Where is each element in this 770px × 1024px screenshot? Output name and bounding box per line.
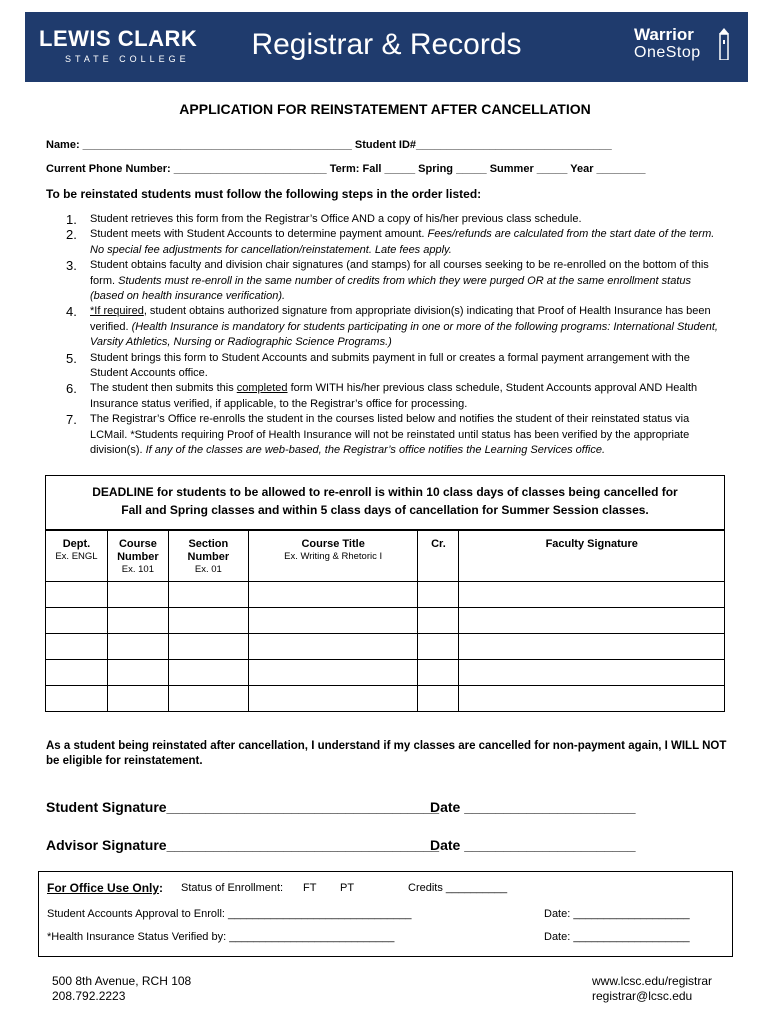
col-dept: Dept. Ex. ENGL — [46, 531, 108, 582]
phone-term-line[interactable]: Current Phone Number: _________________________ Term: Fall _____ Spring _____ Summer _____ Year ________ — [46, 163, 646, 175]
courses-table — [45, 530, 725, 712]
step-item: 6. The student then submits this completed form WITH his/her previous class schedule, Student Accounts approval AND Health Insurance status verified, if applicable, to the Registrar’s office for processing. — [66, 381, 698, 410]
table-row[interactable] — [46, 608, 725, 634]
col-faculty-signature: Faculty Signature — [459, 531, 725, 582]
enrollment-status-label: Status of Enrollment: — [181, 882, 284, 894]
table-row[interactable] — [46, 686, 725, 712]
acknowledgement-text: As a student being reinstated after cancellation, I understand if my classes are cancelled for non-payment again, I WILL NOT be eligible for reinstatement. — [46, 740, 727, 767]
step-item: 2. Student meets with Student Accounts to determine payment amount. Fees/refunds are calculated from the start date of the term. No special fee adjustments for cancellation/reinstatement. Late fees apply. — [66, 227, 715, 256]
table-header-row — [46, 531, 725, 582]
header-banner — [25, 12, 748, 82]
deadline-line2: Fall and Spring classes and within 5 class days of cancellation for Summer Session classes. — [121, 503, 649, 517]
steps-list — [46, 212, 726, 459]
footer-address — [52, 974, 191, 1004]
logo-right-line2: OneStop — [634, 44, 701, 61]
health-insurance-field[interactable]: *Health Insurance Status Verified by: ___________________________ — [47, 931, 395, 943]
credits-field[interactable]: Credits __________ — [408, 882, 508, 894]
footer-website[interactable]: www.lcsc.edu/registrar — [592, 974, 713, 988]
step-item: 4. *If required, student obtains authorized signature from appropriate division(s) indicating that Proof of Health Insurance has been verified. (Health Insurance is mandatory for students participating in one or more of the following programs: International Student, Varsity Athletics, Nursing or Radiographic Science Programs.) — [66, 304, 718, 349]
col-section-number: Section Number Ex. 01 — [168, 531, 248, 582]
table-row[interactable] — [46, 582, 725, 608]
table-row[interactable] — [46, 660, 725, 686]
advisor-date-field[interactable]: Date ______________________ — [430, 837, 636, 853]
table-row[interactable] — [46, 634, 725, 660]
col-credits: Cr. — [418, 531, 459, 582]
student-signature-field[interactable]: Student Signature___________________________________ — [46, 799, 440, 815]
warrior-onestop-logo — [634, 26, 734, 61]
col-course-number: Course Number Ex. 101 — [107, 531, 168, 582]
status-ft[interactable]: FT — [303, 882, 317, 894]
footer-email[interactable]: registrar@lcsc.edu — [592, 989, 693, 1003]
student-date-field[interactable]: Date ______________________ — [430, 799, 636, 815]
step-item: 5. Student brings this form to Student Accounts and submits payment in full or creates a formal payment arrangement with the Student Accounts office. — [66, 350, 690, 380]
office-use-box — [38, 871, 733, 957]
document-title: APPLICATION FOR REINSTATEMENT AFTER CANCELLATION — [179, 101, 591, 117]
name-student-id-line[interactable]: Name: ____________________________________________ Student ID#________________________________ — [46, 139, 612, 151]
step-item: 7. The Registrar’s Office re-enrolls the student in the courses listed below and notifies the student of their reinstated status via LCMail. *Students requiring Proof of Health Insurance will not be reinstated until status has been verified by the appropriate division(s). If any of the classes are web-based, the Registrar’s office notifies the Learning Services office. — [66, 412, 690, 457]
logo-right-line1: Warrior — [634, 25, 694, 44]
advisor-signature-field[interactable]: Advisor Signature___________________________________ — [46, 837, 440, 853]
logo-sub-text: STATE COLLEGE — [65, 54, 190, 64]
banner-title: Registrar & Records — [251, 28, 522, 61]
footer-phone: 208.792.2223 — [52, 989, 126, 1003]
tower-icon — [714, 28, 734, 60]
col-course-title: Course Title Ex. Writing & Rhetoric I — [248, 531, 418, 582]
deadline-line1: DEADLINE for students to be allowed to re-enroll is within 10 class days of classes being cancelled for — [92, 485, 678, 499]
accounts-approval-field[interactable]: Student Accounts Approval to Enroll: ______________________________ — [47, 908, 412, 920]
approval-date-field[interactable]: Date: ___________________ — [544, 908, 690, 920]
footer-address-line1: 500 8th Avenue, RCH 108 — [52, 974, 192, 988]
instructions-intro: To be reinstated students must follow the following steps in the order listed: — [46, 187, 482, 201]
step-item: 3. Student obtains faculty and division chair signatures (and stamps) for all courses seeking to be re-enrolled on the bottom of this form. Students must re-enroll in the same number of credits from which they were purged OR at the same enrollment status (based on health insurance verification). — [66, 258, 709, 303]
status-pt[interactable]: PT — [340, 882, 355, 894]
deadline-notice — [45, 475, 725, 530]
office-use-label: For Office Use Only: — [47, 881, 164, 895]
footer-contact — [592, 974, 712, 1004]
health-date-field[interactable]: Date: ___________________ — [544, 931, 690, 943]
logo-main-text: LEWIS CLARK — [39, 26, 198, 51]
step-item: 1. Student retrieves this form from the Registrar’s Office AND a copy of his/her previous class schedule. — [66, 212, 582, 227]
